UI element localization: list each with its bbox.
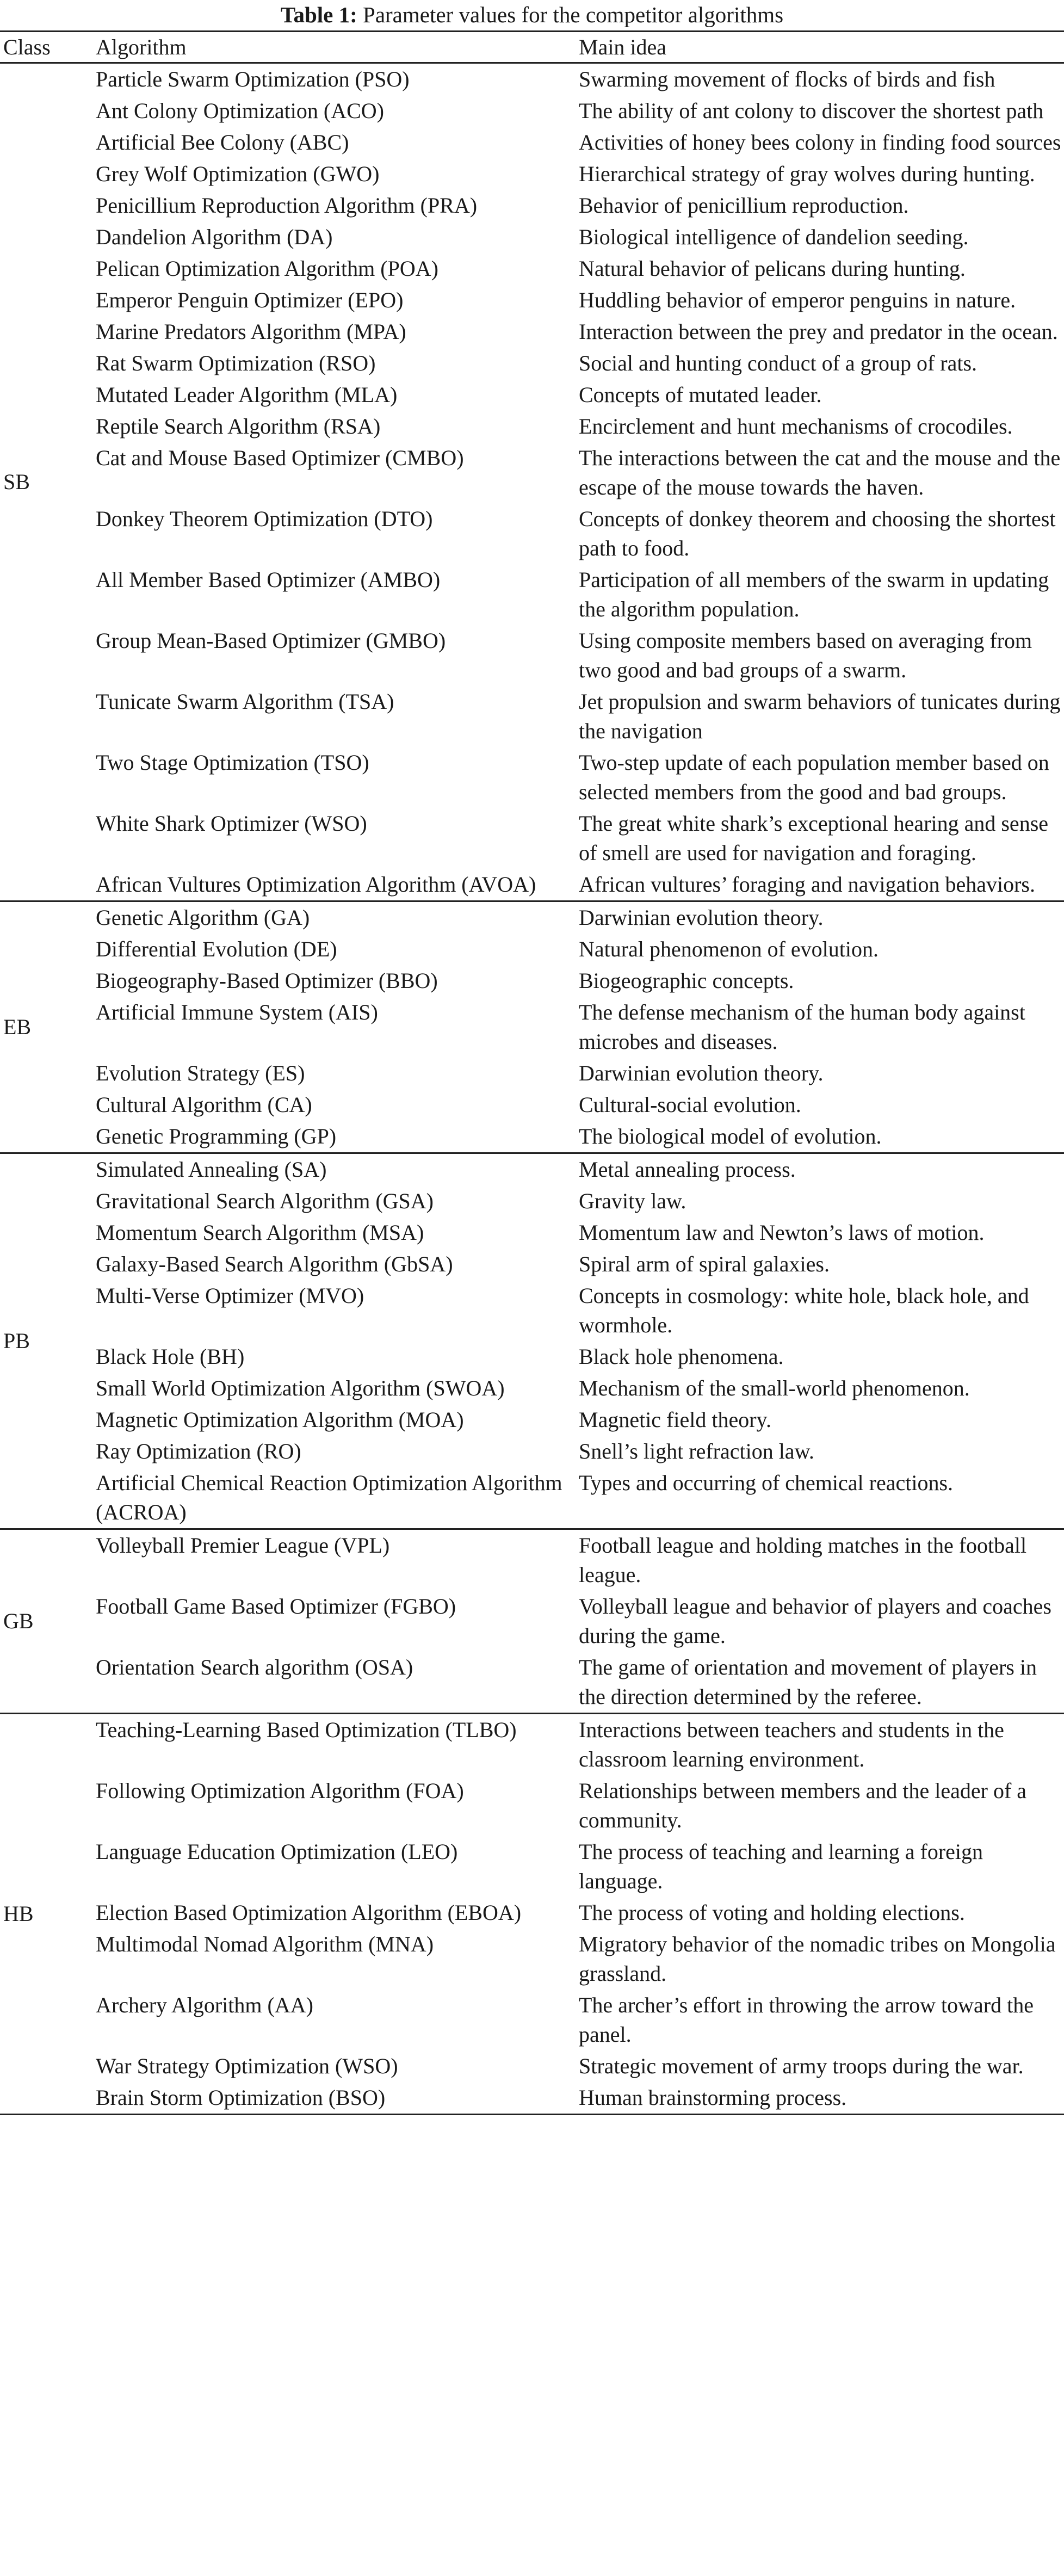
- algorithm-cell: Group Mean-Based Optimizer (GMBO): [96, 628, 446, 653]
- table-row: [0, 1373, 1064, 1404]
- table-row: [0, 1153, 1064, 1186]
- main-idea-cell: Two-step update of each population member based on selected members from the good and bad groups.: [579, 750, 1049, 804]
- table-row: [0, 1217, 1064, 1249]
- table-row: [0, 901, 1064, 934]
- main-idea-cell: Encirclement and hunt mechanisms of crocodiles.: [579, 414, 1013, 438]
- main-idea-cell: Natural phenomenon of evolution.: [579, 937, 879, 961]
- header-algorithm: Algorithm: [96, 32, 579, 63]
- class-cell: HB: [3, 1901, 34, 1926]
- header-main-idea: Main idea: [579, 32, 1064, 63]
- table-row: [0, 190, 1064, 221]
- algorithm-cell: Language Education Optimization (LEO): [96, 1839, 458, 1864]
- table-row: [0, 808, 1064, 869]
- table-row: [0, 316, 1064, 348]
- main-idea-cell: Swarming movement of flocks of birds and fish: [579, 67, 995, 91]
- table-row: [0, 411, 1064, 442]
- table-row: [0, 686, 1064, 747]
- main-idea-cell: Concepts of donkey theorem and choosing the shortest path to food.: [579, 506, 1056, 560]
- class-cell: GB: [3, 1609, 34, 1633]
- algorithm-cell: Artificial Immune System (AIS): [96, 1000, 378, 1024]
- table-row: [0, 348, 1064, 379]
- algorithm-cell: Magnetic Optimization Algorithm (MOA): [96, 1407, 464, 1432]
- table-row: [0, 158, 1064, 190]
- algorithm-cell: Simulated Annealing (SA): [96, 1157, 327, 1182]
- algorithm-cell: Cat and Mouse Based Optimizer (CMBO): [96, 446, 464, 470]
- main-idea-cell: Using composite members based on averaging from two good and bad groups of a swarm.: [579, 628, 1032, 682]
- header-class: Class: [0, 32, 96, 63]
- main-idea-cell: The process of teaching and learning a foreign language.: [579, 1839, 983, 1893]
- algorithm-cell: Two Stage Optimization (TSO): [96, 750, 369, 775]
- main-idea-cell: Relationships between members and the leader of a community.: [579, 1778, 1027, 1832]
- main-idea-cell: Biological intelligence of dandelion seeding.: [579, 225, 969, 249]
- algorithm-cell: Differential Evolution (DE): [96, 937, 337, 961]
- main-idea-cell: Cultural-social evolution.: [579, 1092, 801, 1117]
- main-idea-cell: Mechanism of the small-world phenomenon.: [579, 1376, 970, 1400]
- main-idea-cell: Activities of honey bees colony in finding food sources: [579, 130, 1061, 155]
- algorithm-cell: Artificial Bee Colony (ABC): [96, 130, 349, 155]
- table-row: [0, 127, 1064, 158]
- class-group-gb: [0, 1529, 1064, 1714]
- table-row: [0, 95, 1064, 127]
- main-idea-cell: The game of orientation and movement of players in the direction determined by the referee.: [579, 1655, 1037, 1709]
- class-group-hb: [0, 1714, 1064, 2115]
- main-idea-cell: Darwinian evolution theory.: [579, 1061, 824, 1085]
- algorithm-cell: Election Based Optimization Algorithm (EBOA): [96, 1900, 522, 1925]
- table-row: [0, 1185, 1064, 1217]
- algorithm-cell: Evolution Strategy (ES): [96, 1061, 305, 1085]
- algorithm-cell: Brain Storm Optimization (BSO): [96, 2085, 386, 2110]
- algorithm-cell: Rat Swarm Optimization (RSO): [96, 351, 376, 375]
- table-row: [0, 285, 1064, 316]
- class-group-pb: [0, 1153, 1064, 1529]
- table-caption: [0, 0, 1064, 30]
- table-row: [0, 442, 1064, 503]
- main-idea-cell: Behavior of penicillium reproduction.: [579, 193, 909, 218]
- algorithm-cell: Orientation Search algorithm (OSA): [96, 1655, 413, 1679]
- table-row: [0, 1089, 1064, 1121]
- main-idea-cell: Social and hunting conduct of a group of rats.: [579, 351, 978, 375]
- main-idea-cell: Momentum law and Newton’s laws of motion.: [579, 1220, 985, 1245]
- table-row: [0, 1249, 1064, 1280]
- algorithm-cell: Cultural Algorithm (CA): [96, 1092, 312, 1117]
- main-idea-cell: Types and occurring of chemical reactions.: [579, 1471, 954, 1495]
- main-idea-cell: Darwinian evolution theory.: [579, 905, 824, 930]
- table-header: [0, 32, 1064, 63]
- main-idea-cell: The defense mechanism of the human body against microbes and diseases.: [579, 1000, 1025, 1054]
- class-cell: EB: [3, 1015, 32, 1039]
- table-row: [0, 1121, 1064, 1153]
- table-row: [0, 869, 1064, 901]
- table-row: [0, 747, 1064, 808]
- table-row: [0, 625, 1064, 686]
- algorithm-cell: Following Optimization Algorithm (FOA): [96, 1778, 464, 1803]
- table-row: [0, 1529, 1064, 1591]
- main-idea-cell: The biological model of evolution.: [579, 1124, 882, 1148]
- main-idea-cell: Volleyball league and behavior of players and coaches during the game.: [579, 1594, 1051, 1648]
- table-row: [0, 1929, 1064, 1990]
- algorithm-cell: Marine Predators Algorithm (MPA): [96, 319, 406, 344]
- algorithm-cell: Penicillium Reproduction Algorithm (PRA): [96, 193, 478, 218]
- algorithm-cell: Mutated Leader Algorithm (MLA): [96, 382, 398, 407]
- algorithm-cell: Grey Wolf Optimization (GWO): [96, 162, 380, 186]
- table-row: [0, 1058, 1064, 1089]
- class-group-sb: [0, 63, 1064, 901]
- algorithm-cell: Reptile Search Algorithm (RSA): [96, 414, 381, 438]
- main-idea-cell: The archer’s effort in throwing the arrow toward the panel.: [579, 1993, 1034, 2047]
- table-row: [0, 1436, 1064, 1467]
- algorithm-cell: Multi-Verse Optimizer (MVO): [96, 1283, 364, 1308]
- table-row: [0, 1775, 1064, 1836]
- main-idea-cell: Jet propulsion and swarm behaviors of tunicates during the navigation: [579, 689, 1061, 743]
- table-row: [0, 379, 1064, 411]
- algorithm-cell: Football Game Based Optimizer (FGBO): [96, 1594, 456, 1619]
- table-row: [0, 564, 1064, 625]
- header-row: [0, 32, 1064, 63]
- algorithm-cell: Particle Swarm Optimization (PSO): [96, 67, 410, 91]
- table-row: [0, 1341, 1064, 1373]
- algorithm-cell: Momentum Search Algorithm (MSA): [96, 1220, 424, 1245]
- main-idea-cell: The process of voting and holding elections.: [579, 1900, 965, 1925]
- table-row: [0, 253, 1064, 285]
- main-idea-cell: Concepts in cosmology: white hole, black hole, and wormhole.: [579, 1283, 1029, 1337]
- table-row: [0, 1591, 1064, 1652]
- table-row: [0, 1897, 1064, 1929]
- main-idea-cell: Hierarchical strategy of gray wolves during hunting.: [579, 162, 1035, 186]
- table-row: [0, 221, 1064, 253]
- table-row: [0, 1836, 1064, 1897]
- table-row: [0, 1467, 1064, 1529]
- main-idea-cell: The ability of ant colony to discover the shortest path: [579, 98, 1044, 123]
- algorithm-cell: Artificial Chemical Reaction Optimization Algorithm (ACROA): [96, 1471, 562, 1524]
- table-row: [0, 997, 1064, 1058]
- algorithm-cell: Multimodal Nomad Algorithm (MNA): [96, 1932, 434, 1956]
- algorithm-cell: Dandelion Algorithm (DA): [96, 225, 333, 249]
- main-idea-cell: The interactions between the cat and the mouse and the escape of the mouse towards the haven.: [579, 446, 1061, 499]
- algorithm-cell: Genetic Programming (GP): [96, 1124, 337, 1148]
- main-idea-cell: Natural behavior of pelicans during hunting.: [579, 256, 966, 281]
- main-idea-cell: Strategic movement of army troops during the war.: [579, 2054, 1024, 2078]
- table-row: [0, 1280, 1064, 1341]
- algorithm-cell: Gravitational Search Algorithm (GSA): [96, 1189, 434, 1213]
- main-idea-cell: Interaction between the prey and predator in the ocean.: [579, 319, 1058, 344]
- algorithm-cell: Volleyball Premier League (VPL): [96, 1533, 390, 1558]
- main-idea-cell: Concepts of mutated leader.: [579, 382, 822, 407]
- algorithm-cell: White Shark Optimizer (WSO): [96, 811, 367, 836]
- algorithm-cell: Ray Optimization (RO): [96, 1439, 301, 1463]
- main-idea-cell: Biogeographic concepts.: [579, 968, 794, 993]
- table-row: [0, 1714, 1064, 1776]
- table-row: [0, 965, 1064, 997]
- algorithm-cell: Donkey Theorem Optimization (DTO): [96, 506, 433, 531]
- algorithm-cell: Ant Colony Optimization (ACO): [96, 98, 384, 123]
- algorithm-cell: Biogeography-Based Optimizer (BBO): [96, 968, 438, 993]
- table-row: [0, 1404, 1064, 1436]
- main-idea-cell: Magnetic field theory.: [579, 1407, 771, 1432]
- algorithm-cell: African Vultures Optimization Algorithm (AVOA): [96, 872, 536, 897]
- main-idea-cell: Snell’s light refraction law.: [579, 1439, 814, 1463]
- algorithm-cell: Archery Algorithm (AA): [96, 1993, 313, 2017]
- main-idea-cell: Metal annealing process.: [579, 1157, 796, 1182]
- class-cell: PB: [3, 1329, 30, 1353]
- main-idea-cell: Black hole phenomena.: [579, 1344, 784, 1369]
- algorithm-cell: Emperor Penguin Optimizer (EPO): [96, 288, 404, 312]
- algorithm-cell: Black Hole (BH): [96, 1344, 245, 1369]
- main-idea-cell: Interactions between teachers and students in the classroom learning environment.: [579, 1718, 1004, 1771]
- main-idea-cell: Spiral arm of spiral galaxies.: [579, 1252, 830, 1276]
- table-row: [0, 1652, 1064, 1714]
- table-row: [0, 1990, 1064, 2050]
- class-cell: SB: [3, 470, 30, 494]
- table-row: [0, 934, 1064, 965]
- algorithms-table: [0, 30, 1064, 2115]
- main-idea-cell: Participation of all members of the swarm in updating the algorithm population.: [579, 567, 1049, 621]
- main-idea-cell: African vultures’ foraging and navigation behaviors.: [579, 872, 1035, 897]
- main-idea-cell: Gravity law.: [579, 1189, 686, 1213]
- table-row: [0, 503, 1064, 564]
- algorithm-cell: Teaching-Learning Based Optimization (TLBO): [96, 1718, 517, 1742]
- main-idea-cell: Huddling behavior of emperor penguins in nature.: [579, 288, 1016, 312]
- main-idea-cell: Migratory behavior of the nomadic tribes on Mongolia grassland.: [579, 1932, 1056, 1986]
- table-row: [0, 2050, 1064, 2082]
- algorithm-cell: Galaxy-Based Search Algorithm (GbSA): [96, 1252, 453, 1276]
- table-row: [0, 63, 1064, 96]
- main-idea-cell: The great white shark’s exceptional hearing and sense of smell are used for navigation and foraging.: [579, 811, 1049, 865]
- algorithm-cell: War Strategy Optimization (WSO): [96, 2054, 398, 2078]
- algorithm-cell: Tunicate Swarm Algorithm (TSA): [96, 689, 394, 714]
- class-group-eb: [0, 901, 1064, 1153]
- algorithm-cell: Genetic Algorithm (GA): [96, 905, 310, 930]
- main-idea-cell: Football league and holding matches in the football league.: [579, 1533, 1027, 1587]
- algorithm-cell: Pelican Optimization Algorithm (POA): [96, 256, 438, 281]
- main-idea-cell: Human brainstorming process.: [579, 2085, 847, 2110]
- caption-label: Table 1:: [280, 2, 357, 27]
- table-row: [0, 2082, 1064, 2115]
- caption-text: Parameter values for the competitor algorithms: [363, 2, 784, 27]
- algorithm-cell: Small World Optimization Algorithm (SWOA): [96, 1376, 505, 1400]
- algorithm-cell: All Member Based Optimizer (AMBO): [96, 567, 441, 592]
